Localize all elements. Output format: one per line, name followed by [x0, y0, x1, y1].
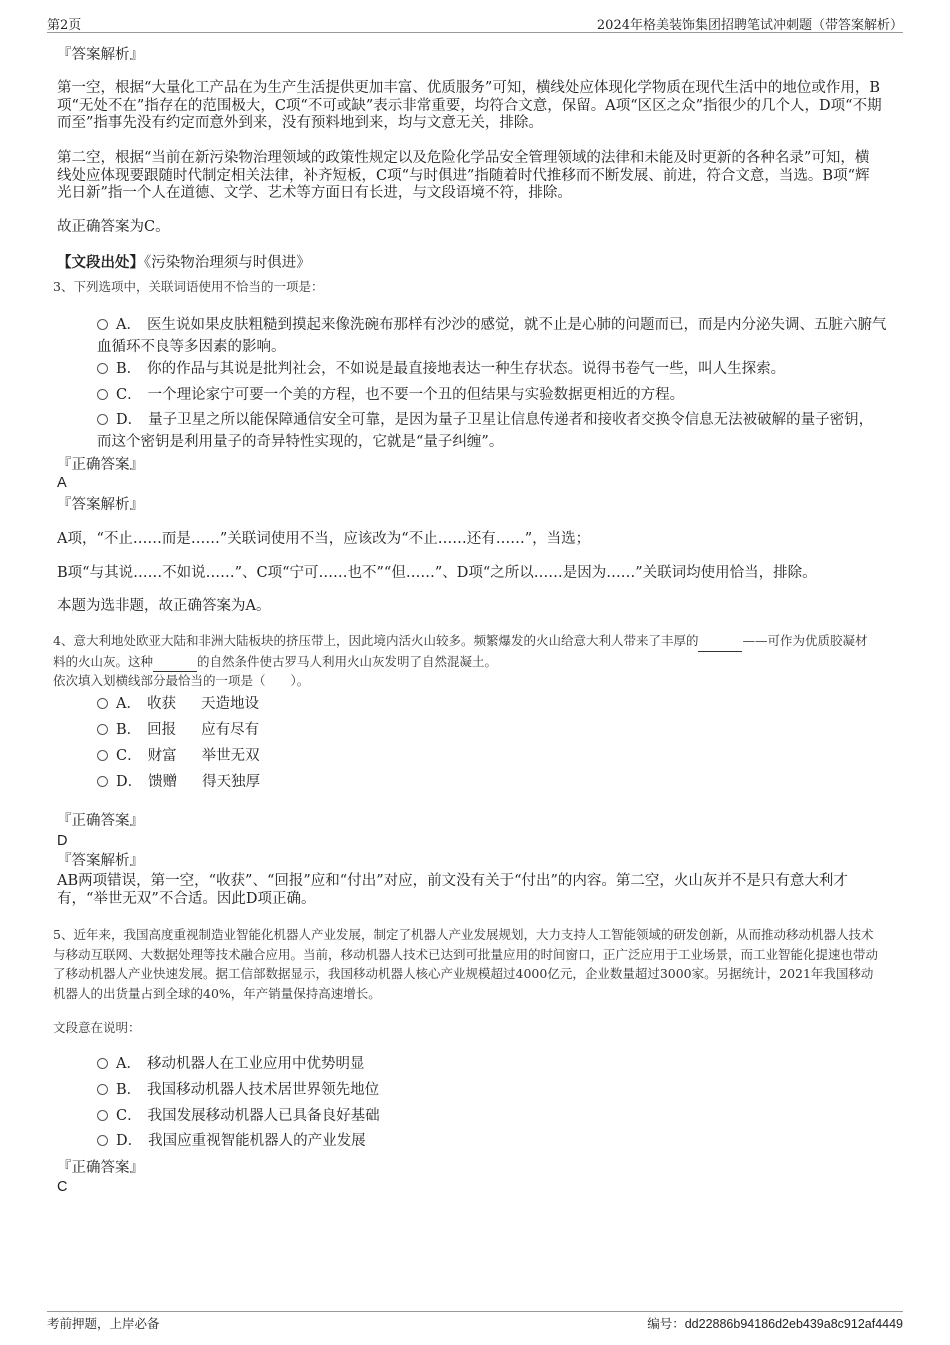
q4-analysis-label: 『答案解析』: [57, 853, 144, 869]
document-code: 编号：dd22886b94186d2eb439a8c912af4449: [647, 1316, 903, 1331]
q3-analysis-2: B项“与其说……不如说……”、C项“宁可……也不”“但……”、D项“之所以……是因为……”关联词均使用恰当，排除。: [57, 565, 817, 581]
q3-analysis-label: 『答案解析』: [57, 497, 144, 513]
q5-prompt: 文段意在说明：: [53, 1020, 141, 1035]
q3-option-a[interactable]: A． 医生说如果皮肤粗糙到摸起来像洗碗布那样有沙沙的感觉，就不止是心肺的问题而已，而是内分泌失调、五脏六腑气血循环不良等多因素的影响。: [97, 317, 887, 355]
radio-icon[interactable]: [97, 724, 108, 735]
q4-option-a[interactable]: A． 收获 天造地设: [97, 693, 887, 715]
radio-icon[interactable]: [97, 319, 108, 330]
q2-source-label: 【文段出处】: [57, 254, 144, 271]
radio-icon[interactable]: [97, 414, 108, 425]
radio-icon[interactable]: [97, 1058, 108, 1069]
q4-correct-label: 『正确答案』: [57, 813, 144, 829]
q3-correct-answer: A: [57, 475, 67, 491]
q4-option-d[interactable]: D． 馈赠 得天独厚: [97, 771, 887, 793]
q3-analysis-3: 本题为选非题，故正确答案为A。: [57, 598, 271, 614]
page-footer: [47, 1311, 903, 1332]
document-title: 2024年格美装饰集团招聘笔试冲刺题（带答案解析）: [596, 18, 903, 33]
q2-analysis-conclusion: 故正确答案为C。: [57, 219, 170, 235]
q5-correct-label: 『正确答案』: [57, 1160, 144, 1176]
q5-option-b[interactable]: B． 我国移动机器人技术居世界领先地位: [97, 1079, 887, 1101]
q4-option-c[interactable]: C． 财富 举世无双: [97, 745, 887, 767]
q3-option-b[interactable]: B． 你的作品与其说是批判社会，不如说是最直接地表达一种生存状态。说得书卷气一些，叫人生探索。: [97, 358, 887, 380]
q4-stem: 4、意大利地处欧亚大陆和非洲大陆板块的挤压带上，因此境内活火山较多。频繁爆发的火山给意大利人带来了丰厚的 ——可作为优质胶凝材料的火山灰。这种 的自然条件使古罗马人利用火山灰发明了自然混凝土。: [53, 631, 878, 672]
radio-icon[interactable]: [97, 1084, 108, 1095]
q2-analysis-label: 『答案解析』: [57, 47, 144, 63]
q2-source: [57, 254, 882, 273]
blank-2: [153, 652, 197, 673]
q2-analysis-para1: 第一空，根据“大量化工产品在为生产生活提供更加丰富、优质服务”可知，横线处应体现化学物质在现代生活中的地位或作用，B项“无处不在”指存在的范围极大，C项“不可或缺”表示非常重要，均符合文意，保留。A项“区区之众”指很少的几个人，D项“不期而至”指事先没有约定而意外到来，没有预料地到来，均与文意无关，排除。: [57, 80, 882, 131]
q3-stem: 3、下列选项中，关联词语使用不恰当的一项是：: [53, 279, 324, 294]
page-header: [47, 14, 903, 33]
q2-source-text: 《污染物治理须与时俱进》: [144, 255, 311, 271]
radio-icon[interactable]: [97, 1110, 108, 1121]
q4-instruction: 依次填入划横线部分最恰当的一项是（ ）。: [53, 673, 310, 688]
q5-option-d[interactable]: D． 我国应重视智能机器人的产业发展: [97, 1130, 887, 1152]
radio-icon[interactable]: [97, 389, 108, 400]
radio-icon[interactable]: [97, 363, 108, 374]
radio-icon[interactable]: [97, 698, 108, 709]
q4-correct-answer: D: [57, 833, 68, 849]
q5-option-c[interactable]: C． 我国发展移动机器人已具备良好基础: [97, 1105, 887, 1127]
q3-option-d[interactable]: D． 量子卫星之所以能保障通信安全可靠，是因为量子卫星让信息传递者和接收者交换令信息无法被破解的量子密钥，而这个密钥是利用量子的奇异特性实现的，它就是“量子纠缠”。: [97, 412, 874, 450]
radio-icon[interactable]: [97, 1135, 108, 1146]
radio-icon[interactable]: [97, 750, 108, 761]
q4-analysis: AB两项错误，第一空，“收获”、“回报”应和“付出”对应，前文没有关于“付出”的内容。第二空，火山灰并不是只有意大利才有，“举世无双”不合适。因此D项正确。: [57, 873, 848, 907]
blank-1: [698, 631, 742, 652]
q2-analysis-para2: 第二空，根据“当前在新污染物治理领域的政策性规定以及危险化学品安全管理领域的法律和未能及时更新的各种名录”可知，横线处应体现要跟随时代制定相关法律，补齐短板，C项“与时俱进”指随着时代推移而不断发展、前进，符合文意，当选。B项“辉光日新”指一个人在道德、文学、艺术等方面日有长进，与文段语境不符，排除。: [57, 150, 870, 201]
q3-correct-label: 『正确答案』: [57, 457, 144, 473]
q5-stem: 5、近年来，我国高度重视制造业智能化机器人产业发展，制定了机器人产业发展规划，大力支持人工智能领域的研发创新，从而推动移动机器人技术与移动互联网、大数据处理等技术融合应用。当前，移动机器人技术已达到可批量应用的时间窗口，正广泛应用于工业场景，而工业智能化提速也带动了移动机器人产业快速发展。据工信部数据显示，我国移动机器人核心产业规模超过4000亿元，企业数量超过3000家。另据统计，2021年我国移动机器人的出货量占到全球的40%，年产销量保持高速增长。: [53, 927, 879, 1001]
q5-option-a[interactable]: A． 移动机器人在工业应用中优势明显: [97, 1053, 887, 1075]
q3-option-c[interactable]: C． 一个理论家宁可要一个美的方程，也不要一个丑的但结果与实验数据更相近的方程。: [97, 384, 887, 406]
q3-analysis-1: A项，“不止……而是……”关联词使用不当，应该改为“不止……还有……”，当选；: [57, 531, 591, 547]
page-number: 第2页: [47, 18, 82, 33]
q4-option-b[interactable]: B． 回报 应有尽有: [97, 719, 887, 741]
q5-correct-answer: C: [57, 1179, 68, 1195]
footer-slogan: 考前押题，上岸必备: [47, 1316, 160, 1331]
radio-icon[interactable]: [97, 776, 108, 787]
